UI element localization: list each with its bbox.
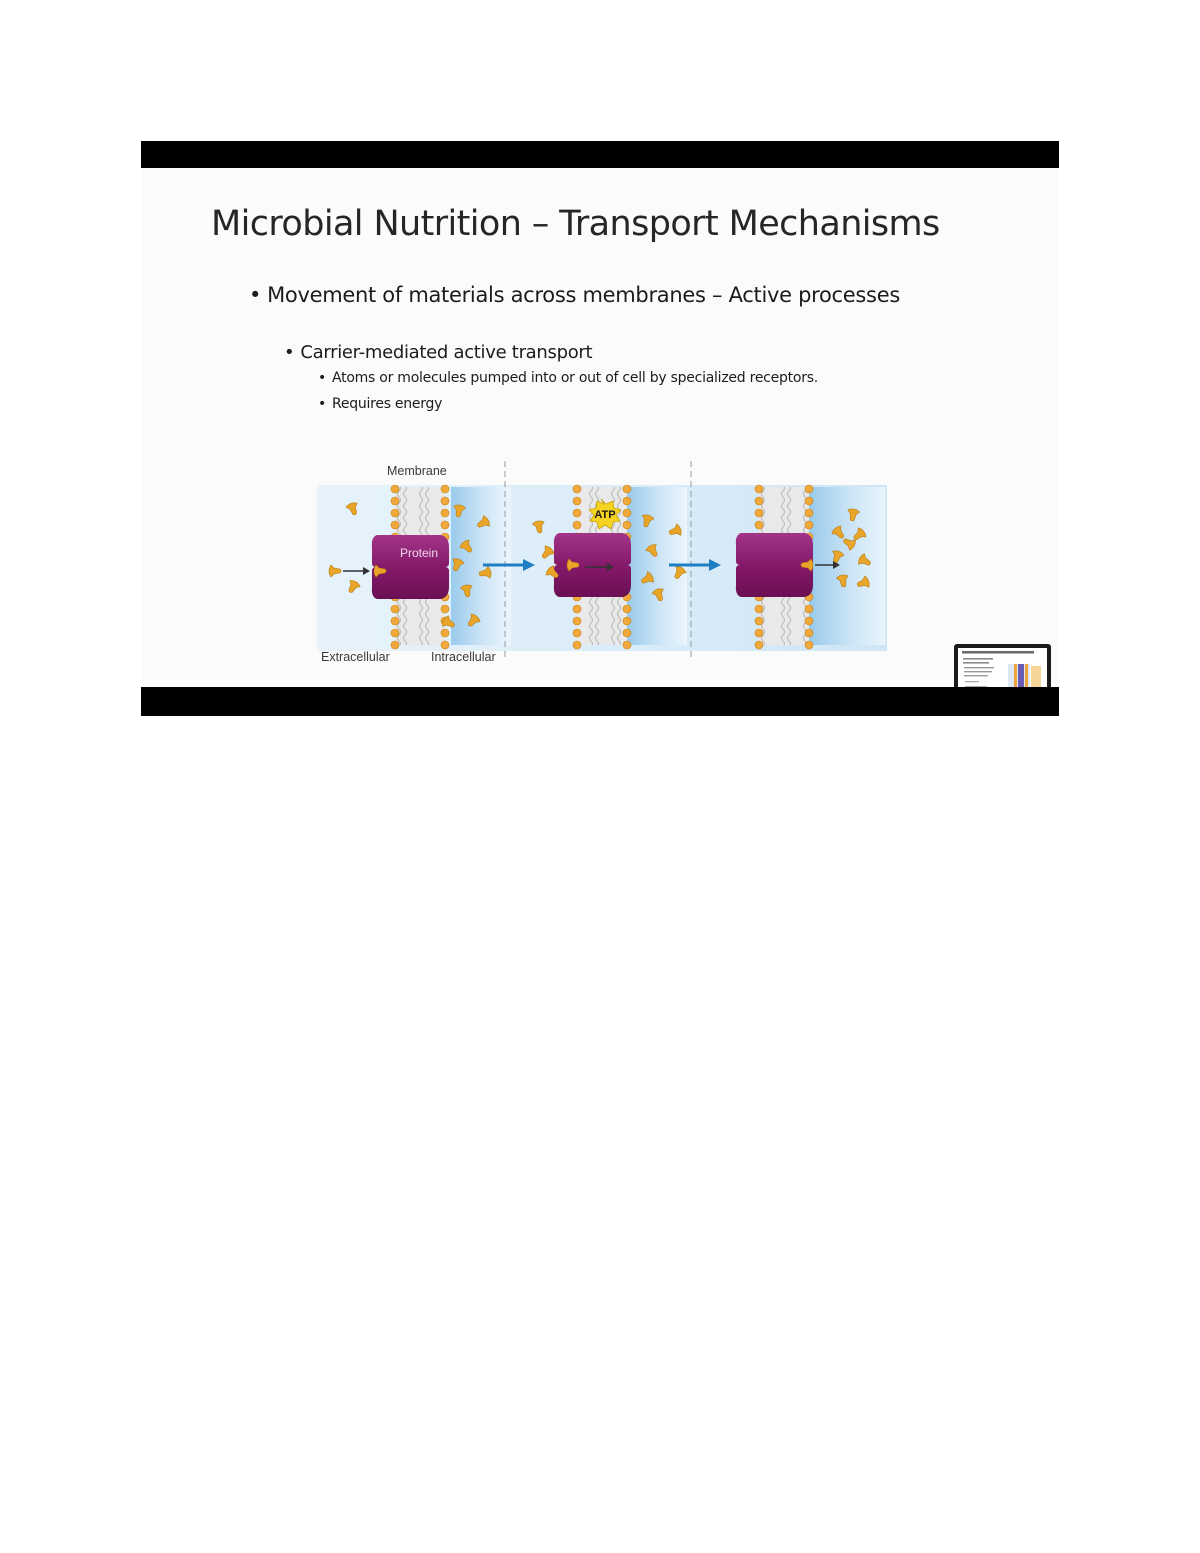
bullet-text: Atoms or molecules pumped into or out of cell by specialized receptors.: [332, 370, 818, 386]
presenter-thumbnail: [954, 644, 1051, 687]
bullet-level-1: [249, 283, 900, 307]
transport-diagram: [317, 461, 887, 669]
carrier-protein: [372, 535, 449, 599]
bottom-letterbox-bar: [141, 687, 1059, 716]
bullet-marker: •: [284, 342, 295, 363]
bullet-text: Movement of materials across membranes – Active processes: [267, 283, 900, 307]
bullet-marker: •: [318, 370, 327, 386]
panel-3: [736, 485, 885, 649]
extracellular-label: Extracellular: [321, 650, 390, 664]
bullet-marker: •: [318, 396, 327, 412]
intracellular-label: Intracellular: [431, 650, 496, 664]
slide-title: Microbial Nutrition – Transport Mechanisms: [211, 204, 940, 244]
bullet-level-2: [284, 342, 592, 363]
bullet-marker: •: [249, 283, 262, 307]
bullet-text: Requires energy: [332, 396, 443, 412]
thumbnail-screen: [958, 648, 1047, 687]
top-letterbox-bar: [141, 141, 1059, 168]
protein-label: Protein: [399, 546, 439, 560]
atp-label: ATP: [594, 509, 616, 521]
bullet-level-3: [318, 370, 818, 386]
bullet-text: Carrier-mediated active transport: [300, 342, 593, 363]
active-transport-figure: [317, 461, 887, 669]
carrier-protein: [554, 533, 631, 597]
slide: [141, 168, 1059, 687]
bullet-level-3: [318, 396, 442, 412]
membrane-label: Membrane: [387, 464, 447, 478]
thumbnail-slide-preview: [958, 648, 1047, 687]
